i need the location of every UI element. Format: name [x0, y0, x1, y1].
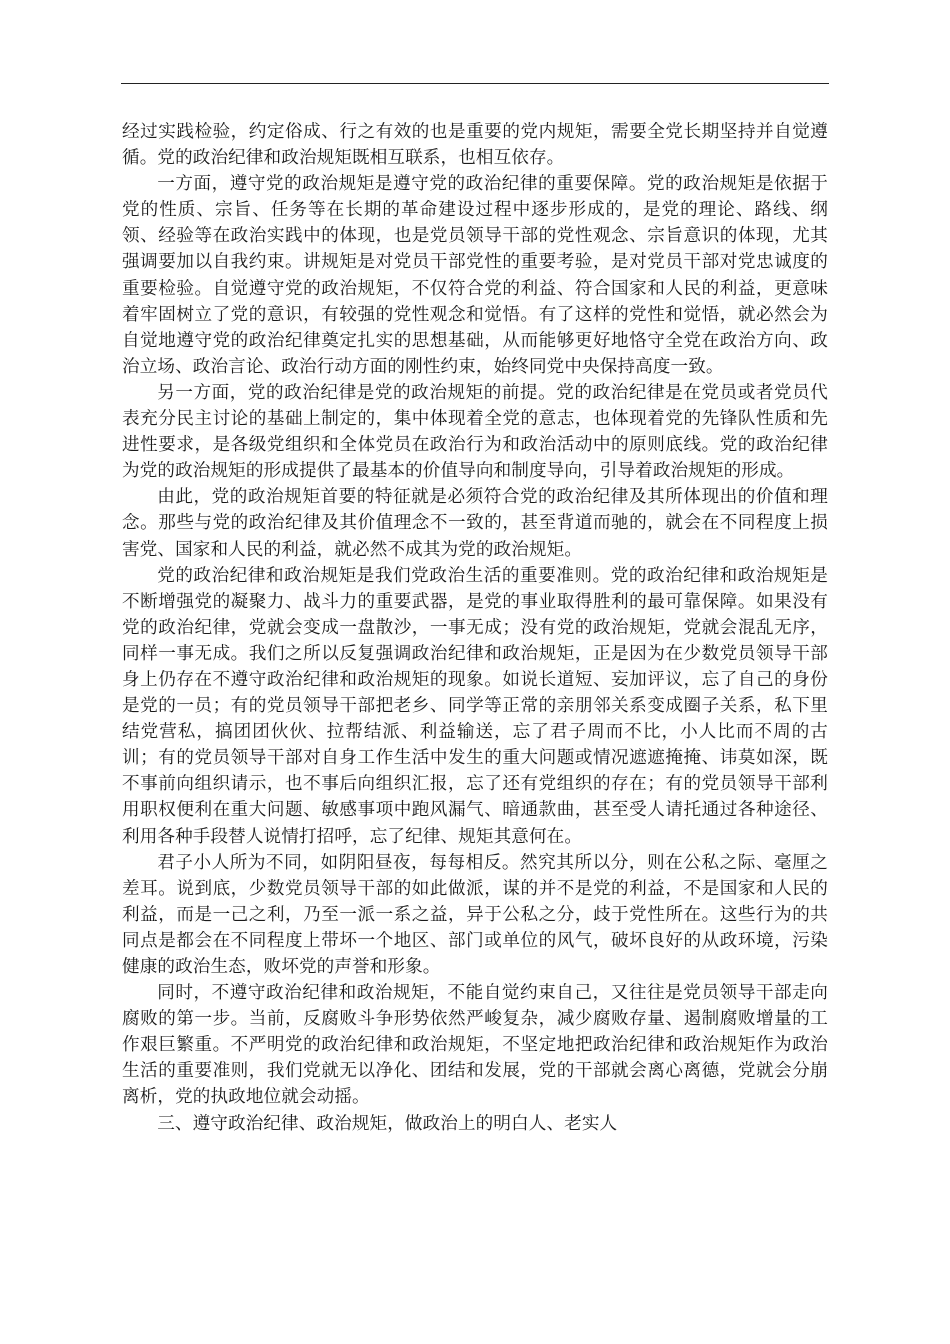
paragraph-1: 经过实践检验，约定俗成、行之有效的也是重要的党内规矩，需要全党长期坚持并自觉遵循。党的政治纪律和政治规矩既相互联系，也相互依存。 [122, 122, 828, 169]
document-body [122, 119, 828, 1137]
paragraph-5: 党的政治纪律和政治规矩是我们党政治生活的重要准则。党的政治纪律和政治规矩是不断增强党的凝聚力、战斗力的重要武器，是党的事业取得胜利的最可靠保障。如果没有党的政治纪律，党就会变成一盘散沙，一事无成；没有党的政治规矩，党就会混乱无序，同样一事无成。我们之所以反复强调政治纪律和政治规矩，正是因为在少数党员领导干部身上仍存在不遵守政治纪律和政治规矩的现象。如说长道短、妄加评议，忘了自己的身份是党的一员；有的党员领导干部把老乡、同学等正常的亲朋邻关系变成圈子关系，私下里结党营私，搞团团伙伙、拉帮结派、利益输送，忘了君子周而不比，小人比而不周的古训；有的党员领导干部对自身工作生活中发生的重大问题或情况遮遮掩掩、讳莫如深，既不事前向组织请示，也不事后向组织汇报，忘了还有党组织的存在；有的党员领导干部利用职权便利在重大问题、敏感事项中跑风漏气、暗通款曲，甚至受人请托通过各种途径、利用各种手段替人说情打招呼，忘了纪律、规矩其意何在。 [122, 565, 828, 847]
header-rule [121, 83, 829, 84]
paragraph-2: 一方面，遵守党的政治规矩是遵守党的政治纪律的重要保障。党的政治规矩是依据于党的性质、宗旨、任务等在长期的革命建设过程中逐步形成的，是党的理论、路线、纲领、经验等在政治实践中的体现，也是党员领导干部的党性观念、宗旨意识的体现，尤其强调要加以自我约束。讲规矩是对党员干部党性的重要考验，是对党员干部对党忠诚度的重要检验。自觉遵守党的政治规矩，不仅符合党的利益、符合国家和人民的利益，更意味着牢固树立了党的意识，有较强的党性观念和觉悟。有了这样的党性和觉悟，就必然会为自觉地遵守党的政治纪律奠定扎实的思想基础，从而能够更好地恪守全党在政治方向、政治立场、政治言论、政治行动方面的刚性约束，始终同党中央保持高度一致。 [122, 174, 828, 377]
section-heading: 三、遵守政治纪律、政治规矩，做政治上的明白人、老实人 [157, 1113, 618, 1134]
paragraph-4: 由此，党的政治规矩首要的特征就是必须符合党的政治纪律及其所体现出的价值和理念。那些与党的政治纪律及其价值理念不一致的，甚至背道而驰的，就会在不同程度上损害党、国家和人民的利益，就必然不成其为党的政治规矩。 [122, 487, 828, 560]
paragraph-3: 另一方面，党的政治纪律是党的政治规矩的前提。党的政治纪律是在党员或者党员代表充分民主讨论的基础上制定的，集中体现着全党的意志，也体现着党的先锋队性质和先进性要求，是各级党组织和全体党员在政治行为和政治活动中的原则底线。党的政治纪律为党的政治规矩的形成提供了最基本的价值导向和制度导向，引导着政治规矩的形成。 [122, 382, 828, 482]
paragraph-6: 君子小人所为不同，如阴阳昼夜，每每相反。然究其所以分，则在公私之际、毫厘之差耳。说到底，少数党员领导干部的如此做派，谋的并不是党的利益，不是国家和人民的利益，而是一己之利，乃至一派一系之益，异于公私之分，歧于党性所在。这些行为的共同点是都会在不同程度上带坏一个地区、部门或单位的风气，破坏良好的从政环境，污染健康的政治生态，败坏党的声誉和形象。 [122, 852, 828, 977]
paragraph-7: 同时，不遵守政治纪律和政治规矩，不能自觉约束自己，又往往是党员领导干部走向腐败的第一步。当前，反腐败斗争形势依然严峻复杂，减少腐败存量、遏制腐败增量的工作艰巨繁重。不严明党的政治纪律和政治规矩，不坚定地把政治纪律和政治规矩作为政治生活的重要准则，我们党就无以净化、团结和发展，党的干部就会离心离德，党就会分崩离析，党的执政地位就会动摇。 [122, 983, 828, 1108]
